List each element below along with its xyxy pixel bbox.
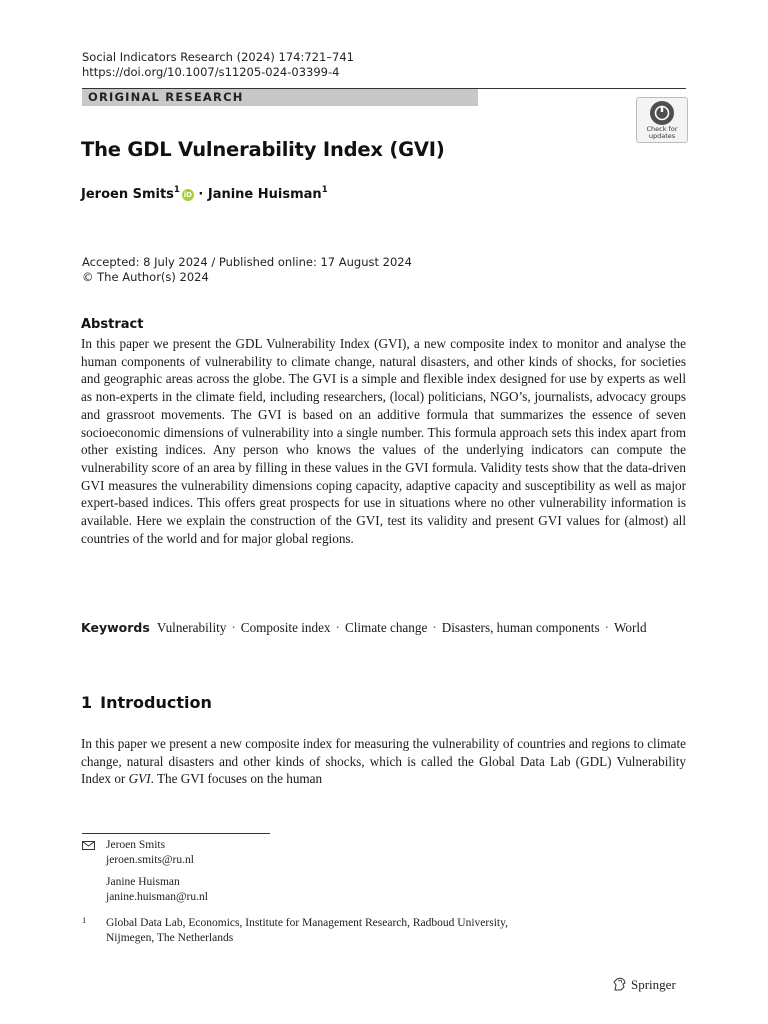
author-list: [81, 185, 328, 202]
correspondence-author: [82, 838, 208, 868]
check-line-1: Check for: [646, 125, 678, 133]
correspondence-name: Jeroen Smits: [106, 839, 166, 851]
mail-icon: [82, 841, 95, 850]
doi-link[interactable]: https://doi.org/10.1007/s11205-024-03399-4: [82, 65, 340, 79]
author-affil-1: 1: [173, 185, 180, 195]
keywords: [81, 619, 686, 637]
correspondence-email[interactable]: janine.huisman@ru.nl: [106, 891, 208, 903]
intro-text-end: . The GVI focuses on the human: [150, 771, 323, 787]
author-separator: ·: [198, 187, 204, 202]
intro-text-start: In this paper we present a new composite index for measuring the vulnerability of countries and regions to climate change, natural disasters and other kinds of shocks, which is called the Global Data Lab (GDL) Vulnerability Index or: [81, 736, 686, 787]
affiliation-footnote: [82, 916, 642, 946]
publication-dates: [82, 255, 412, 285]
keyword-item: Vulnerability: [156, 620, 227, 635]
correspondence-email[interactable]: jeroen.smits@ru.nl: [106, 854, 194, 866]
affiliation-line-1: Global Data Lab, Economics, Institute for Management Research, Radboud University,: [106, 917, 508, 929]
footnote-rule: [82, 833, 270, 834]
correspondence-name: Janine Huisman: [106, 876, 180, 888]
keywords-label: Keywords: [81, 620, 150, 635]
publisher-name: Springer: [631, 977, 676, 992]
author-name-1[interactable]: Jeroen Smits: [81, 187, 174, 202]
springer-horse-icon: [612, 976, 628, 992]
affiliation-line-2: Nijmegen, The Netherlands: [106, 932, 234, 944]
section-title: Introduction: [100, 693, 212, 712]
keyword-item: Disasters, human components: [441, 620, 600, 635]
correspondence-author: [82, 875, 208, 905]
copyright-line: © The Author(s) 2024: [82, 270, 209, 284]
journal-header: [82, 50, 354, 80]
introduction-text: [81, 735, 686, 788]
keyword-separator: ·: [604, 620, 609, 635]
author-affil-2: 1: [321, 185, 328, 195]
section-heading-introduction: [81, 693, 212, 712]
section-band: [82, 89, 478, 106]
keyword-separator: ·: [335, 620, 340, 635]
check-for-updates-text: [637, 126, 687, 140]
publisher-logo: [612, 976, 676, 993]
correspondence-block: [82, 838, 208, 905]
affiliation-text: [82, 916, 642, 946]
keyword-separator: ·: [432, 620, 437, 635]
paper-title: The GDL Vulnerability Index (GVI): [81, 138, 445, 161]
check-for-updates-badge[interactable]: [636, 97, 688, 143]
keyword-item: Composite index: [240, 620, 331, 635]
affiliation-marker: 1: [82, 915, 87, 925]
check-line-2: updates: [648, 132, 676, 140]
keyword-item: World: [614, 620, 647, 635]
keyword-item: Climate change: [344, 620, 428, 635]
abstract-text: In this paper we present the GDL Vulnerability Index (GVI), a new composite index to monitor and analyse the human components of vulnerability to climate change, natural disasters, and other kinds of shocks, for societies and geographic areas across the globe. The GVI is a simple and flexible index designed for use by experts as well as non-experts in the climate field, including researchers, (local) politicians, NGO’s, journalists, advocacy groups and grassroot movements. The GVI is based on an additive formula that summarizes the essence of seven socioeconomic dimensions of vulnerability into a single number. This formula approach sets this index apart from other existing indices. Any person who knows the values of the underlying indicators can compute the vulnerability score of an area by filling in these values in the GVI formula. Validity tests show that the data-driven GVI measures the vulnerability dimensions coping capacity, adaptive capacity and susceptibility as well as major expert-based indices. This offers great prospects for use in situations where no other vulnerability information is available. Here we explain the construction of the GVI, test its validity and present GVI values for (almost) all countries of the world and for major global regions.: [81, 336, 686, 546]
intro-text-italic: GVI: [128, 771, 151, 787]
journal-citation: Social Indicators Research (2024) 174:721–741: [82, 50, 354, 64]
section-label: ORIGINAL RESEARCH: [88, 90, 244, 104]
author-name-2[interactable]: Janine Huisman: [207, 187, 322, 202]
section-number: 1: [81, 693, 93, 712]
keyword-separator: ·: [231, 620, 236, 635]
orcid-icon[interactable]: iD: [183, 191, 192, 199]
dates-line: Accepted: 8 July 2024 / Published online: 17 August 2024: [82, 255, 412, 269]
abstract-heading: Abstract: [81, 317, 144, 332]
check-for-updates-icon: [650, 101, 674, 125]
